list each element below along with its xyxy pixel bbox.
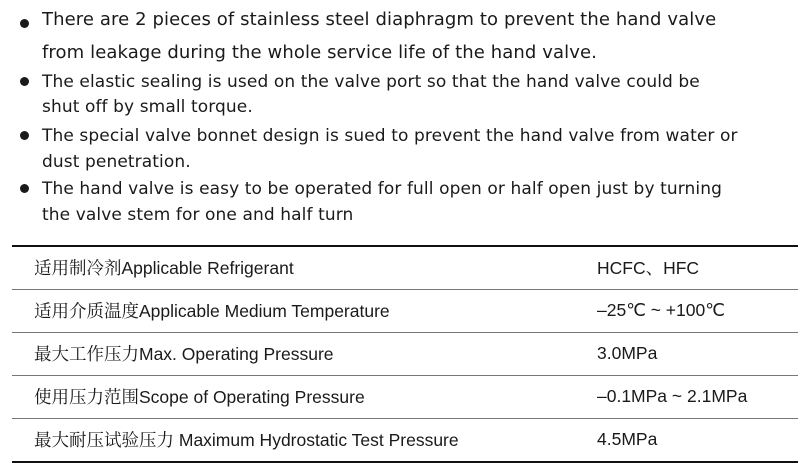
table-row <box>12 289 798 332</box>
feature-text-line: from leakage during the whole service life of the hand valve. <box>42 42 597 63</box>
table-row <box>12 375 798 418</box>
spec-label: 最大工作压力Max. Operating Pressure <box>34 344 334 364</box>
table-row <box>12 418 798 462</box>
spec-label: 适用制冷剂Applicable Refrigerant <box>34 258 294 279</box>
feature-text-line: the valve stem for one and half turn <box>42 205 354 225</box>
feature-text-line: The elastic sealing is used on the valve port so that the hand valve could be <box>42 72 700 92</box>
feature-text-line: shut off by small torque. <box>42 97 253 117</box>
spec-value: –0.1MPa ~ 2.1MPa <box>597 386 748 406</box>
spec-label: 适用介质温度Applicable Medium Temperature <box>34 301 390 321</box>
feature-text-line: There are 2 pieces of stainless steel diaphragm to prevent the hand valve <box>42 9 717 30</box>
spec-value: –25℃ ~ +100℃ <box>597 300 725 320</box>
feature-text-line: The special valve bonnet design is sued to prevent the hand valve from water or <box>42 126 738 146</box>
spec-value: 3.0MPa <box>597 343 658 363</box>
bullet-dot-icon <box>20 131 29 140</box>
specification-table <box>12 245 798 463</box>
table-row <box>12 332 798 375</box>
spec-label: 最大耐压试验压力 Maximum Hydrostatic Test Pressure <box>34 430 459 451</box>
spec-value: 4.5MPa <box>597 429 658 450</box>
feature-text-line: dust penetration. <box>42 152 191 172</box>
spec-label: 使用压力范围Scope of Operating Pressure <box>34 387 365 407</box>
feature-text-line: The hand valve is easy to be operated for full open or half open just by turning <box>42 179 723 199</box>
bullet-dot-icon <box>20 184 29 193</box>
spec-value: HCFC、HFC <box>597 258 700 279</box>
bullet-dot-icon <box>20 77 29 86</box>
bullet-dot-icon <box>20 19 29 28</box>
table-row <box>12 246 798 289</box>
